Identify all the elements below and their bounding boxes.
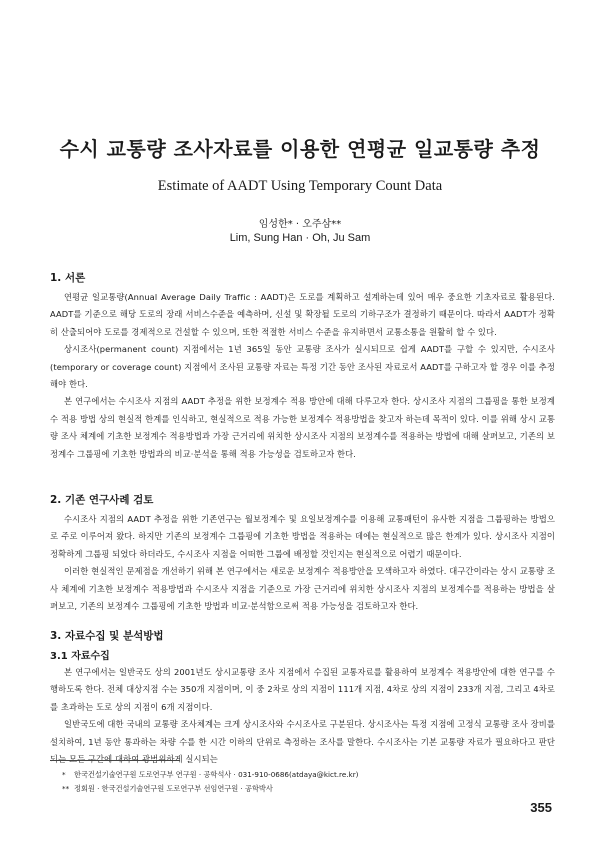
section-heading: 1. 서론 <box>50 272 86 284</box>
subsection-heading: 3.1 자료수집 <box>50 651 110 662</box>
footnote-divider <box>50 760 180 761</box>
footnote-text: 정회원 · 한국건설기술연구원 도로연구부 선임연구원 · 공학박사 <box>74 784 273 793</box>
footnotes <box>62 768 542 796</box>
korean-title: 수시 교통량 조사자료를 이용한 연평균 일교통량 추정 <box>59 137 541 161</box>
section-data-collection <box>50 628 555 768</box>
paragraph: 수시조사 지점의 AADT 추정을 위한 기존연구는 월보정계수 및 요일보정계수를 이용해 교통패턴이 유사한 지점을 그룹핑하는 방법으로 주로 이루어져 왔다. 하지만 기존의 보정계수 그룹핑에 기초한 방법을 적용하는 데에는 현실적으로 많은 한계가 있다. 상시조사 지점이 정확하게 그룹핑 되었다 하더라도, 수시조사 지점을 어떠한 그룹에 배정할 것인지는 현실적으로 어렵기 때문이다. <box>50 514 555 559</box>
footnote-mark: ** <box>62 784 70 793</box>
paragraph: 이러한 현실적인 문제점을 개선하기 위해 본 연구에서는 새로운 보정계수 적용방안을 모색하고자 하였다. 대구간이라는 상시 교통량 조사 체계에 기초한 보정계수 적용방법과 수시조사 지점을 기준으로 가장 근거리에 위치한 상시조사 지점의 보정계수를 적용하는 방법을 살펴보고, 기존의 보정계수 그룹핑에 기초한 방법과 비교·분석함으로써 적용 가능성을 검토하고자 한다. <box>50 566 555 612</box>
section-heading: 3. 자료수집 및 분석방법 <box>50 630 164 642</box>
english-authors: Lim, Sung Han · Oh, Ju Sam <box>229 232 371 244</box>
paragraph: 상시조사(permanent count) 지점에서는 1년 365일 동안 교통량 조사가 실시되므로 쉽게 AADT를 구할 수 있지만, 수시조사(temporary or coverage count) 지점에서 조사된 교통량 자료는 특정 기간 동안 조사된 자료로서 AADT를 구하고자 할 경우 이를 추정해야 한다. <box>50 344 555 390</box>
paragraph: 본 연구에서는 수시조사 지점의 AADT 추정을 위한 보정계수 적용 방안에 대해 다루고자 한다. 상시조사 지점의 그룹핑을 통한 보정계수 적용 방법 상의 현실적 한계를 인식하고, 현실적으로 적용 가능한 보정계수 적용방법을 찾고자 하는데 목적이 있다. 이를 위해 상시 교통량 조사 체계에 기초한 보정계수 적용방법과 가장 근거리에 위치한 상시조사 지점의 보정계수를 적용하는 방법에 대해 살펴보고, 기존의 보정계수 그룹핑에 기초한 방법과의 비교·분석을 통해 적용 가능성을 검토하고자 한다. <box>50 396 555 459</box>
paragraph: 일반국도에 대한 국내의 교통량 조사체계는 크게 상시조사와 수시조사로 구분된다. 상시조사는 특정 지점에 고정식 교통량 조사 장비를 설치하여, 1년 동안 통과하는 차량 수를 한 시간 이하의 단위로 측정하는 조사를 말한다. 수시조사는 기본 교통량 자료가 필요하다고 판단되는 모든 구간에 대하여 광범위하게 실시되는 <box>50 719 555 765</box>
paragraph: 연평균 일교통량(Annual Average Daily Traffic : AADT)은 도로를 계획하고 설계하는데 있어 매우 중요한 기초자료로 활용된다. AADT를 기준으로 해당 도로의 장래 서비스수준을 예측하며, 신설 및 확장될 도로의 기하구조가 결정하기 때문이다. 따라서 AADT가 정확히 산출되어야 도로를 경제적으로 건설할 수 있으며, 또한 적절한 서비스 수준을 유지하면서 교통소통을 원활히 할 수 있다. <box>50 292 555 337</box>
paragraph: 본 연구에서는 일반국도 상의 2001년도 상시교통량 조사 지점에서 수집된 교통자료를 활용하여 보정계수 적용방안에 대한 연구를 수행하도록 한다. 전체 대상지점 수는 350개 지점이며, 이 중 2차로 상의 지점이 111개 지점, 4차로 상의 지점이 233개 지점, 그리고 4차로를 초과하는 도로 상의 지점이 6개 지점이다. <box>50 667 555 712</box>
footnote-mark: * <box>62 770 66 779</box>
footnote <box>62 782 542 796</box>
page-number: 355 <box>530 800 552 815</box>
korean-authors: 임성한* · 오주삼** <box>258 219 342 230</box>
section-heading: 2. 기존 연구사례 검토 <box>50 494 154 506</box>
footnote-text: 한국건설기술연구원 도로연구부 연구원 · 공학석사 · 031-910-0686(atdaya@kict.re.kr) <box>74 770 359 779</box>
section-literature-review <box>50 492 555 615</box>
section-introduction <box>50 270 555 463</box>
english-title: Estimate of AADT Using Temporary Count Data <box>157 178 443 194</box>
footnote <box>62 768 542 782</box>
